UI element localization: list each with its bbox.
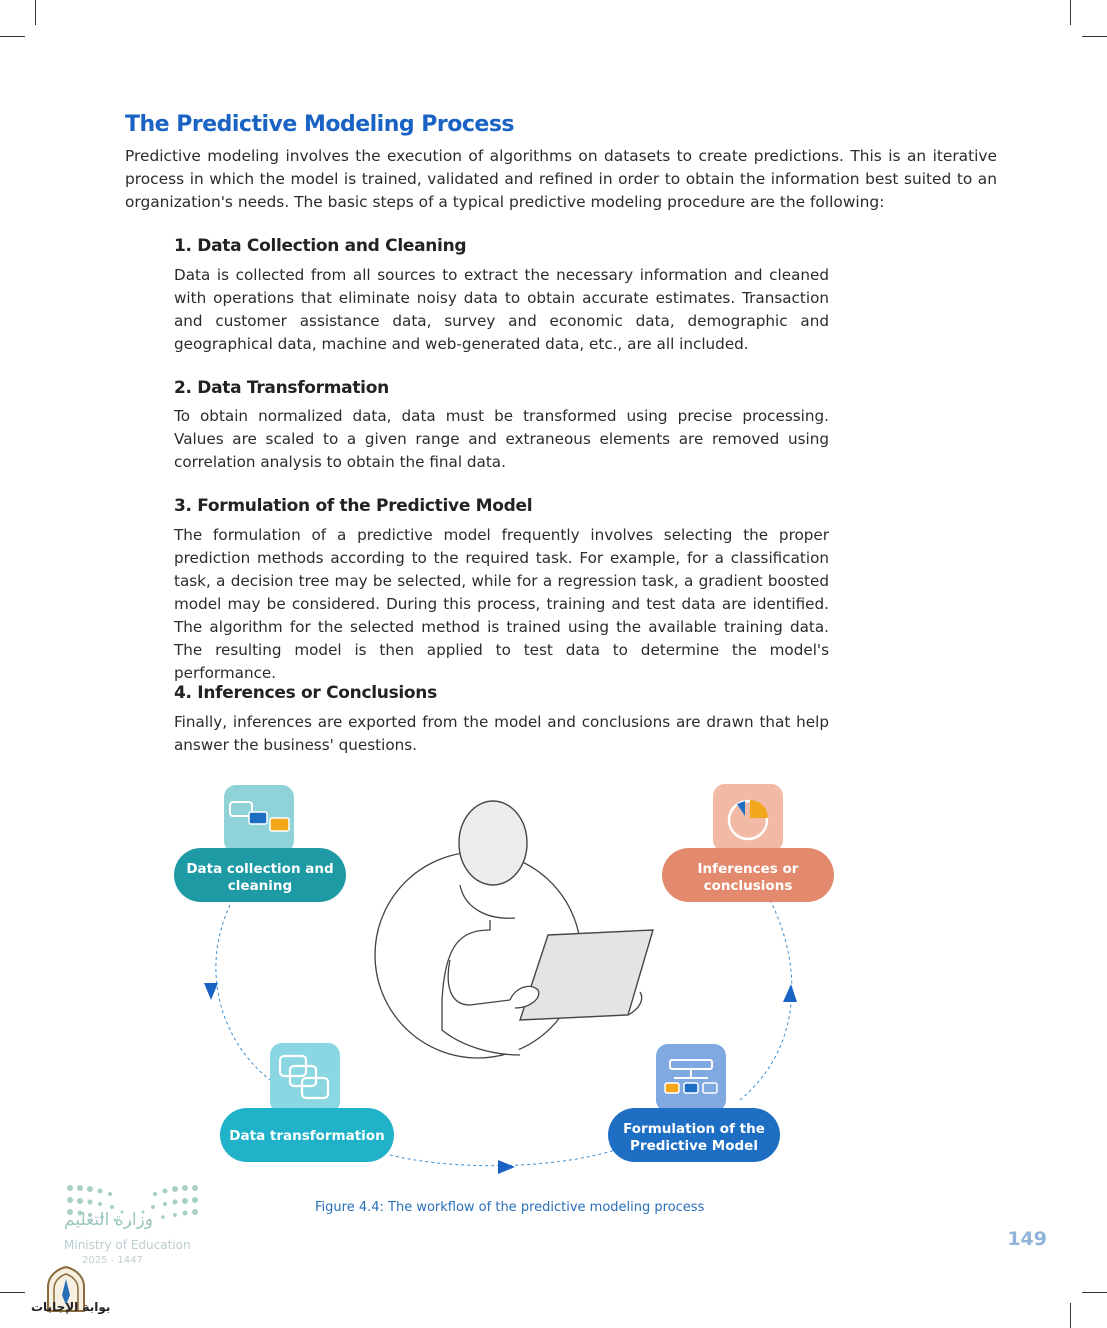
step-2-body: To obtain normalized data, data must be transformed using precise processing. Values are scaled to a given range and extraneous elements are removed using correlation analysis to obtain the final data. [174,407,829,471]
node-data-transformation [220,1043,394,1162]
step-1-body: Data is collected from all sources to extract the necessary information and cleaned with operations that eliminate noisy data to obtain accurate estimates. Transaction and customer assistance data, survey and economic data, demographic and geographical data, machine and web-generated data, etc., are all included. [174,266,829,353]
crop-mark-tl-v [35,0,36,25]
ministry-years: 2025 - 1447 [82,1255,143,1266]
node-inferences-line2: conclusions [703,878,793,894]
crop-mark-br-v [1070,1303,1071,1328]
crop-mark-tr-h [1082,36,1107,37]
step-2-heading: 2. Data Transformation [174,378,389,398]
ministry-arabic-name: وزارة التعليم [64,1210,153,1230]
page-title: The Predictive Modeling Process [125,112,515,137]
crop-mark-bl-h [0,1292,25,1293]
node-inferences [662,784,834,902]
step-4-heading: 4. Inferences or Conclusions [174,683,437,703]
node-formulation-line1: Formulation of the [623,1121,765,1137]
step-3-heading: 3. Formulation of the Predictive Model [174,496,533,516]
node-formulation [608,1044,780,1162]
crop-mark-tr-v [1070,0,1071,25]
node-inferences-line1: Inferences or [697,861,799,877]
arrow-right [498,1160,515,1174]
ministry-english-name: Ministry of Education [64,1238,191,1252]
node-data-collection-line2: cleaning [227,878,293,894]
node-data-collection [174,785,346,902]
figure-caption: Figure 4.4: The workflow of the predictive modeling process [315,1200,705,1215]
workflow-diagram [160,770,860,1180]
intro-paragraph: Predictive modeling involves the execution of algorithms on datasets to create predictions. This is an iterative process in which the model is trained, validated and refined in order to obtain the information best suited to an organization's needs. The basic steps of a typical predictive modeling procedure are the following: [125,147,997,211]
arrow-up [783,984,797,1002]
node-formulation-line2: Predictive Model [630,1138,758,1154]
node-data-transformation-line1: Data transformation [229,1128,385,1144]
arrow-down [204,983,218,1000]
step-3-body: The formulation of a predictive model frequently involves selecting the proper prediction methods according to the required task. For example, for a classification task, a decision tree may be selected, while for a regression task, a gradient boosted model may be considered. During this process, training and test data are identified. The algorithm for the selected method is trained using the available training data. The resulting model is then applied to test data to determine the model's performance. [174,526,829,682]
crop-mark-br-h [1082,1292,1107,1293]
node-data-collection-line1: Data collection and [186,861,334,877]
page-number: 149 [1007,1228,1047,1250]
portal-label: بوابة الإجابات [31,1300,111,1314]
portal-logo-icon [30,1255,102,1325]
step-1-heading: 1. Data Collection and Cleaning [174,236,467,256]
crop-mark-tl-h [0,36,25,37]
step-4-body: Finally, inferences are exported from the model and conclusions are drawn that help answer the business' questions. [174,713,829,754]
person-with-tablet-icon [375,801,653,1058]
pie-chart-icon [713,784,783,852]
